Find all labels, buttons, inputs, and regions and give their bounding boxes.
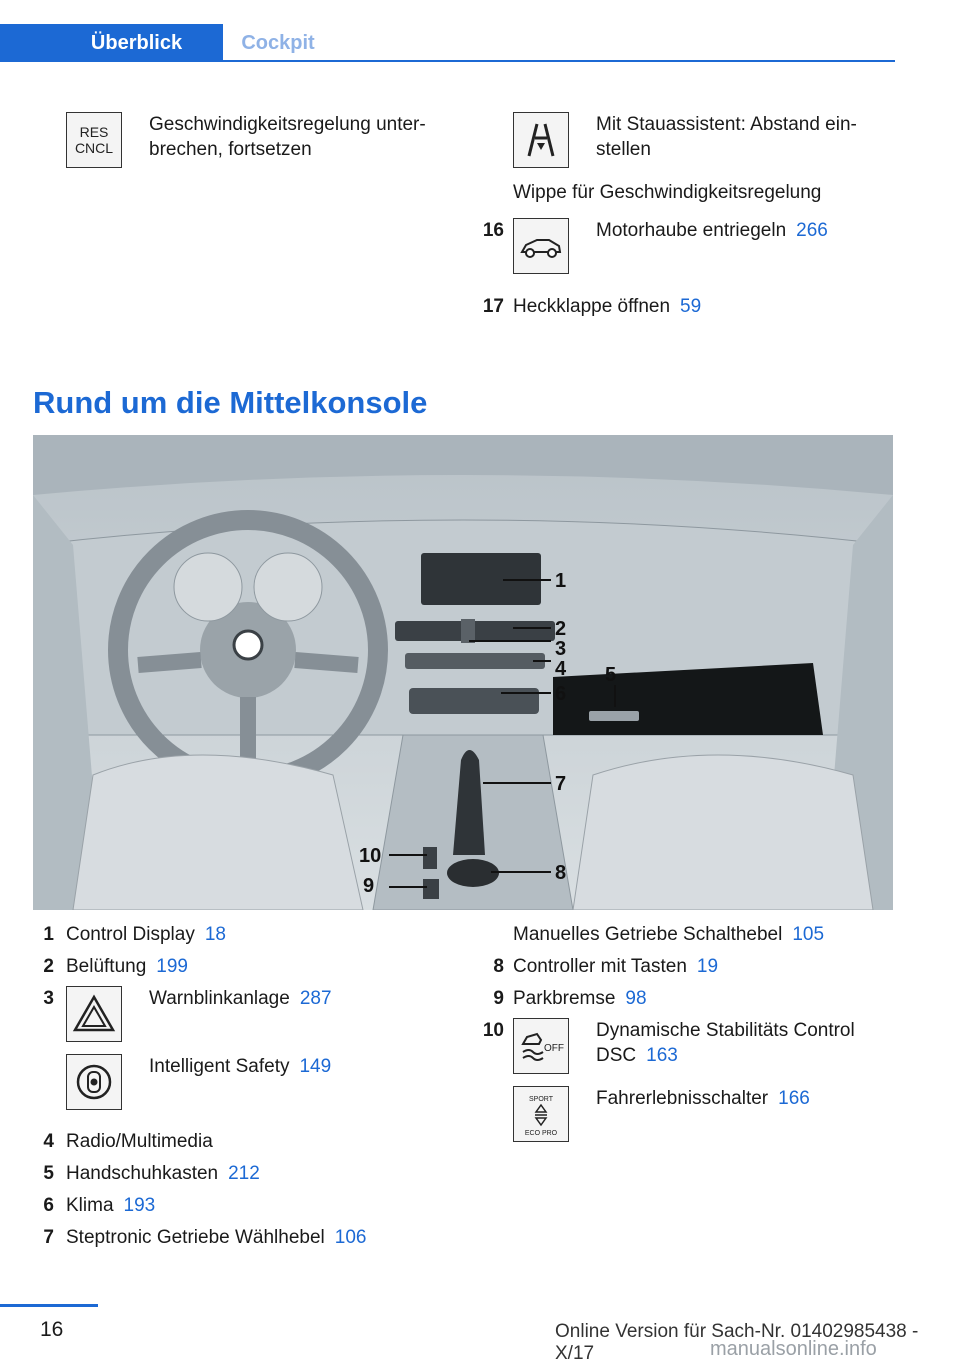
item-16-text: [596, 218, 828, 243]
online-version-text: Online Version für Sach-Nr. 01402985438 - X/17: [555, 1321, 919, 1362]
list-left-5-label: Handschuhkasten: [66, 1163, 219, 1184]
section-title: Rund um die Mittelkonsole: [33, 385, 428, 420]
list-left-1: [66, 922, 226, 947]
list-right-8-number: 8: [493, 956, 504, 977]
list-left-2-number: 2: [43, 956, 54, 977]
list-right-manual-label: Manuelles Getriebe Schalthebel: [513, 924, 783, 945]
driving-experience-icon-text-1: SPORT: [529, 1096, 553, 1103]
list-left-5-number: 5: [43, 1163, 54, 1184]
callout-9: 9: [363, 875, 375, 897]
driving-experience-icon-text-2: ECO PRO: [524, 1130, 558, 1137]
res-cncl-description: [149, 112, 426, 162]
wippe-label: Wippe für Geschwindigkeitsregelung: [513, 182, 822, 203]
item-16-label: Motorhaube entriegeln: [596, 220, 787, 241]
list-left-6-ref[interactable]: 193: [123, 1195, 156, 1216]
list-left-7-ref[interactable]: 106: [334, 1227, 367, 1248]
page-number: 16: [40, 1318, 64, 1341]
list-left-3-label: Warnblinkanlage: [149, 988, 290, 1009]
callout-5: 5: [605, 664, 617, 686]
list-right-8-label: Controller mit Tasten: [513, 956, 687, 977]
list-right-10-number: 10: [482, 1020, 504, 1041]
list-left-5-ref[interactable]: 212: [228, 1163, 260, 1184]
list-right-8: [513, 954, 718, 979]
callout-6: 6: [555, 683, 567, 705]
list-right-10-label-2: DSC: [596, 1045, 637, 1066]
list-right-9: [513, 986, 647, 1011]
watermark: manualsonline.info: [710, 1338, 877, 1360]
cockpit-illustration: [33, 435, 893, 910]
list-left-1-label: Control Display: [66, 924, 195, 945]
callout-8: 8: [555, 862, 567, 884]
list-left-4-label: Radio/Multimedia: [66, 1131, 213, 1152]
dsc-off-icon-text: OFF: [544, 1043, 564, 1054]
list-right-driving-ref[interactable]: 166: [778, 1088, 810, 1109]
list-right-9-label: Parkbremse: [513, 988, 616, 1009]
res-cncl-icon-text-1: RES: [79, 124, 109, 140]
list-right-manual-ref[interactable]: 105: [792, 924, 825, 945]
distance-label-2: stellen: [596, 139, 651, 160]
list-right-10-ref[interactable]: 163: [646, 1045, 678, 1066]
list-left-4-number: 4: [43, 1131, 54, 1152]
list-right-driving: [596, 1086, 810, 1111]
list-left-safety: [149, 1054, 331, 1079]
list-left-2-label: Belüftung: [66, 956, 147, 977]
list-left-6: [66, 1193, 155, 1218]
list-left-6-number: 6: [43, 1195, 54, 1216]
res-cncl-icon: [66, 112, 122, 168]
list-left-1-ref[interactable]: 18: [204, 924, 226, 945]
tab-ueberblick[interactable]: Überblick: [0, 24, 223, 62]
list-left-2-ref[interactable]: 199: [156, 956, 188, 977]
list-left-7-number: 7: [43, 1227, 54, 1248]
header-tabbar: [0, 24, 895, 62]
item-17-ref[interactable]: 59: [680, 296, 702, 317]
list-left-safety-ref[interactable]: 149: [299, 1056, 332, 1077]
callout-7: 7: [555, 773, 567, 795]
item-16-number: 16: [482, 220, 504, 241]
res-cncl-label-2: brechen, fortsetzen: [149, 139, 312, 160]
callout-3: 3: [555, 638, 567, 660]
list-left-2: [66, 954, 188, 979]
list-left-3: [149, 986, 332, 1011]
list-left-3-ref[interactable]: 287: [299, 988, 332, 1009]
list-right-driving-label: Fahrerlebnisschalter: [596, 1088, 769, 1109]
list-right-9-number: 9: [493, 988, 504, 1009]
footer-line: [0, 1304, 98, 1307]
callout-10: 10: [359, 845, 382, 867]
callout-2: 2: [555, 618, 567, 640]
list-right-10: [596, 1018, 855, 1068]
list-left-3-number: 3: [43, 988, 54, 1009]
list-right-manual: [513, 922, 824, 947]
distance-label-1: Mit Stauassistent: Abstand ein-: [596, 114, 857, 135]
list-left-7: [66, 1225, 366, 1250]
hazard-warning-icon: [66, 986, 122, 1042]
distance-description: [596, 112, 857, 162]
list-right-9-ref[interactable]: 98: [625, 988, 647, 1009]
hood-release-icon: [513, 218, 569, 274]
list-left-safety-label: Intelligent Safety: [149, 1056, 290, 1077]
list-right-10-label-1: Dynamische Stabilitäts Control: [596, 1020, 855, 1041]
list-right-8-ref[interactable]: 19: [696, 956, 719, 977]
dsc-off-icon: [513, 1018, 569, 1074]
item-17-text: [513, 294, 701, 319]
driving-experience-icon: [513, 1086, 569, 1142]
distance-icon: [513, 112, 569, 168]
tab-cockpit[interactable]: Cockpit: [241, 32, 315, 54]
list-left-4: [66, 1129, 213, 1154]
item-16-ref[interactable]: 266: [796, 220, 828, 241]
list-left-6-label: Klima: [66, 1195, 114, 1216]
item-17-number: 17: [482, 296, 504, 317]
res-cncl-label-1: Geschwindigkeitsregelung unter-: [149, 114, 426, 135]
list-left-5: [66, 1161, 260, 1186]
list-left-7-label: Steptronic Getriebe Wählhebel: [66, 1227, 325, 1248]
intelligent-safety-icon: [66, 1054, 122, 1110]
callout-1: 1: [555, 570, 567, 592]
list-left-1-number: 1: [43, 924, 54, 945]
res-cncl-icon-text-2: CNCL: [74, 140, 114, 156]
callout-4: 4: [555, 658, 567, 680]
item-17-label: Heckklappe öffnen: [513, 296, 671, 317]
